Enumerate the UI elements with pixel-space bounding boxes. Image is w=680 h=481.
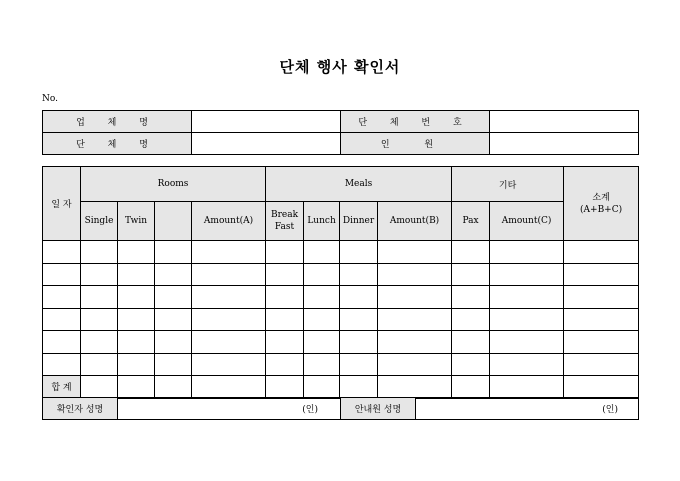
table-row xyxy=(43,263,639,286)
table-cell[interactable] xyxy=(452,376,490,399)
guide-seal: (인) xyxy=(602,405,618,415)
group-number-field[interactable] xyxy=(490,111,639,133)
table-cell[interactable] xyxy=(81,376,118,399)
amount-c-header: Amount(C) xyxy=(490,202,564,241)
table-cell[interactable] xyxy=(304,286,340,309)
table-cell[interactable] xyxy=(564,263,639,286)
table-cell[interactable] xyxy=(340,376,378,399)
table-cell[interactable] xyxy=(452,331,490,354)
table-cell[interactable] xyxy=(266,263,304,286)
table-cell[interactable] xyxy=(340,331,378,354)
signature-table xyxy=(42,397,639,420)
table-cell[interactable] xyxy=(304,263,340,286)
table-cell[interactable] xyxy=(266,241,304,264)
table-cell[interactable] xyxy=(340,263,378,286)
table-cell[interactable] xyxy=(43,353,81,376)
table-cell[interactable] xyxy=(304,376,340,399)
table-cell[interactable] xyxy=(490,331,564,354)
table-cell[interactable] xyxy=(192,376,266,399)
table-cell[interactable] xyxy=(378,241,452,264)
confirmer-signature-field[interactable] xyxy=(118,398,341,420)
breakfast-line-2: Fast xyxy=(274,222,295,232)
table-cell[interactable] xyxy=(378,376,452,399)
table-row xyxy=(43,353,639,376)
table-cell[interactable] xyxy=(452,241,490,264)
date-header: 일 자 xyxy=(43,167,81,241)
table-cell[interactable] xyxy=(81,241,118,264)
table-cell[interactable] xyxy=(155,331,192,354)
table-cell[interactable] xyxy=(452,353,490,376)
table-cell[interactable] xyxy=(155,308,192,331)
table-row xyxy=(43,308,639,331)
table-cell[interactable] xyxy=(452,308,490,331)
table-cell[interactable] xyxy=(378,308,452,331)
table-cell[interactable] xyxy=(564,353,639,376)
table-cell[interactable] xyxy=(118,308,155,331)
table-cell[interactable] xyxy=(490,308,564,331)
table-cell[interactable] xyxy=(304,331,340,354)
guide-label: 안내원 성명 xyxy=(341,398,416,420)
table-cell[interactable] xyxy=(266,286,304,309)
table-cell[interactable] xyxy=(192,263,266,286)
table-cell[interactable] xyxy=(43,308,81,331)
table-cell[interactable] xyxy=(378,263,452,286)
breakfast-line-1: Break xyxy=(271,210,299,220)
table-cell[interactable] xyxy=(564,241,639,264)
table-cell[interactable] xyxy=(378,331,452,354)
table-cell[interactable] xyxy=(192,331,266,354)
event-table xyxy=(42,166,639,399)
table-cell[interactable] xyxy=(118,376,155,399)
table-cell[interactable] xyxy=(155,263,192,286)
table-cell[interactable] xyxy=(155,376,192,399)
headcount-field[interactable] xyxy=(490,133,639,155)
etc-header: 기타 xyxy=(452,167,564,202)
table-cell[interactable] xyxy=(564,308,639,331)
table-cell[interactable] xyxy=(155,286,192,309)
total-row xyxy=(43,376,639,399)
dinner-header: Dinner xyxy=(340,202,378,241)
table-cell[interactable] xyxy=(266,308,304,331)
table-cell[interactable] xyxy=(118,263,155,286)
table-cell[interactable] xyxy=(340,308,378,331)
breakfast-header xyxy=(266,202,304,241)
table-cell[interactable] xyxy=(81,353,118,376)
table-cell[interactable] xyxy=(490,263,564,286)
table-cell[interactable] xyxy=(192,241,266,264)
pax-header: Pax xyxy=(452,202,490,241)
group-name-label: 단 체 명 xyxy=(43,133,192,155)
table-cell[interactable] xyxy=(43,241,81,264)
table-cell[interactable] xyxy=(266,376,304,399)
group-number-label: 단 체 번 호 xyxy=(341,111,490,133)
table-cell[interactable] xyxy=(81,263,118,286)
single-header: Single xyxy=(81,202,118,241)
lunch-header: Lunch xyxy=(304,202,340,241)
table-cell[interactable] xyxy=(43,331,81,354)
table-cell[interactable] xyxy=(43,286,81,309)
table-cell[interactable] xyxy=(118,241,155,264)
group-name-field[interactable] xyxy=(192,133,341,155)
table-cell[interactable] xyxy=(266,353,304,376)
table-cell[interactable] xyxy=(452,286,490,309)
table-cell[interactable] xyxy=(490,286,564,309)
table-row xyxy=(43,286,639,309)
table-cell[interactable] xyxy=(155,241,192,264)
table-cell[interactable] xyxy=(118,353,155,376)
table-cell[interactable] xyxy=(192,308,266,331)
table-cell[interactable] xyxy=(43,263,81,286)
table-cell[interactable] xyxy=(378,353,452,376)
table-row xyxy=(43,241,639,264)
meals-header: Meals xyxy=(266,167,452,202)
table-cell[interactable] xyxy=(490,376,564,399)
amount-b-header: Amount(B) xyxy=(378,202,452,241)
headcount-label: 인 원 xyxy=(341,133,490,155)
table-cell[interactable] xyxy=(304,308,340,331)
confirmer-seal: (인) xyxy=(302,405,318,415)
table-cell[interactable] xyxy=(452,263,490,286)
table-cell[interactable] xyxy=(192,286,266,309)
table-cell[interactable] xyxy=(192,353,266,376)
table-cell[interactable] xyxy=(490,241,564,264)
table-cell[interactable] xyxy=(304,353,340,376)
table-cell[interactable] xyxy=(564,376,639,399)
table-cell[interactable] xyxy=(81,331,118,354)
table-cell[interactable] xyxy=(340,286,378,309)
table-cell[interactable] xyxy=(564,286,639,309)
table-cell[interactable] xyxy=(490,353,564,376)
table-cell[interactable] xyxy=(118,286,155,309)
rooms-header: Rooms xyxy=(81,167,266,202)
rooms-extra-header xyxy=(155,202,192,241)
table-cell[interactable] xyxy=(155,353,192,376)
document-number-label: No. xyxy=(42,94,58,104)
table-cell[interactable] xyxy=(118,331,155,354)
company-name-field[interactable] xyxy=(192,111,341,133)
total-label: 합 계 xyxy=(43,376,81,399)
table-cell[interactable] xyxy=(81,308,118,331)
table-cell[interactable] xyxy=(564,331,639,354)
subtotal-formula: (A+B+C) xyxy=(580,204,623,215)
info-table xyxy=(42,110,639,155)
table-cell[interactable] xyxy=(81,286,118,309)
table-cell[interactable] xyxy=(340,241,378,264)
table-cell[interactable] xyxy=(378,286,452,309)
subtotal-label: 소계 xyxy=(592,192,610,203)
document-title: 단체 행사 확인서 xyxy=(279,58,401,76)
company-name-label: 업 체 명 xyxy=(43,111,192,133)
twin-header: Twin xyxy=(118,202,155,241)
amount-a-header: Amount(A) xyxy=(192,202,266,241)
subtotal-header xyxy=(564,167,639,241)
table-row xyxy=(43,331,639,354)
event-rows xyxy=(43,241,639,376)
table-cell[interactable] xyxy=(266,331,304,354)
guide-signature-field[interactable] xyxy=(416,398,639,420)
confirmer-label: 확인자 성명 xyxy=(43,398,118,420)
table-cell[interactable] xyxy=(340,353,378,376)
table-cell[interactable] xyxy=(304,241,340,264)
